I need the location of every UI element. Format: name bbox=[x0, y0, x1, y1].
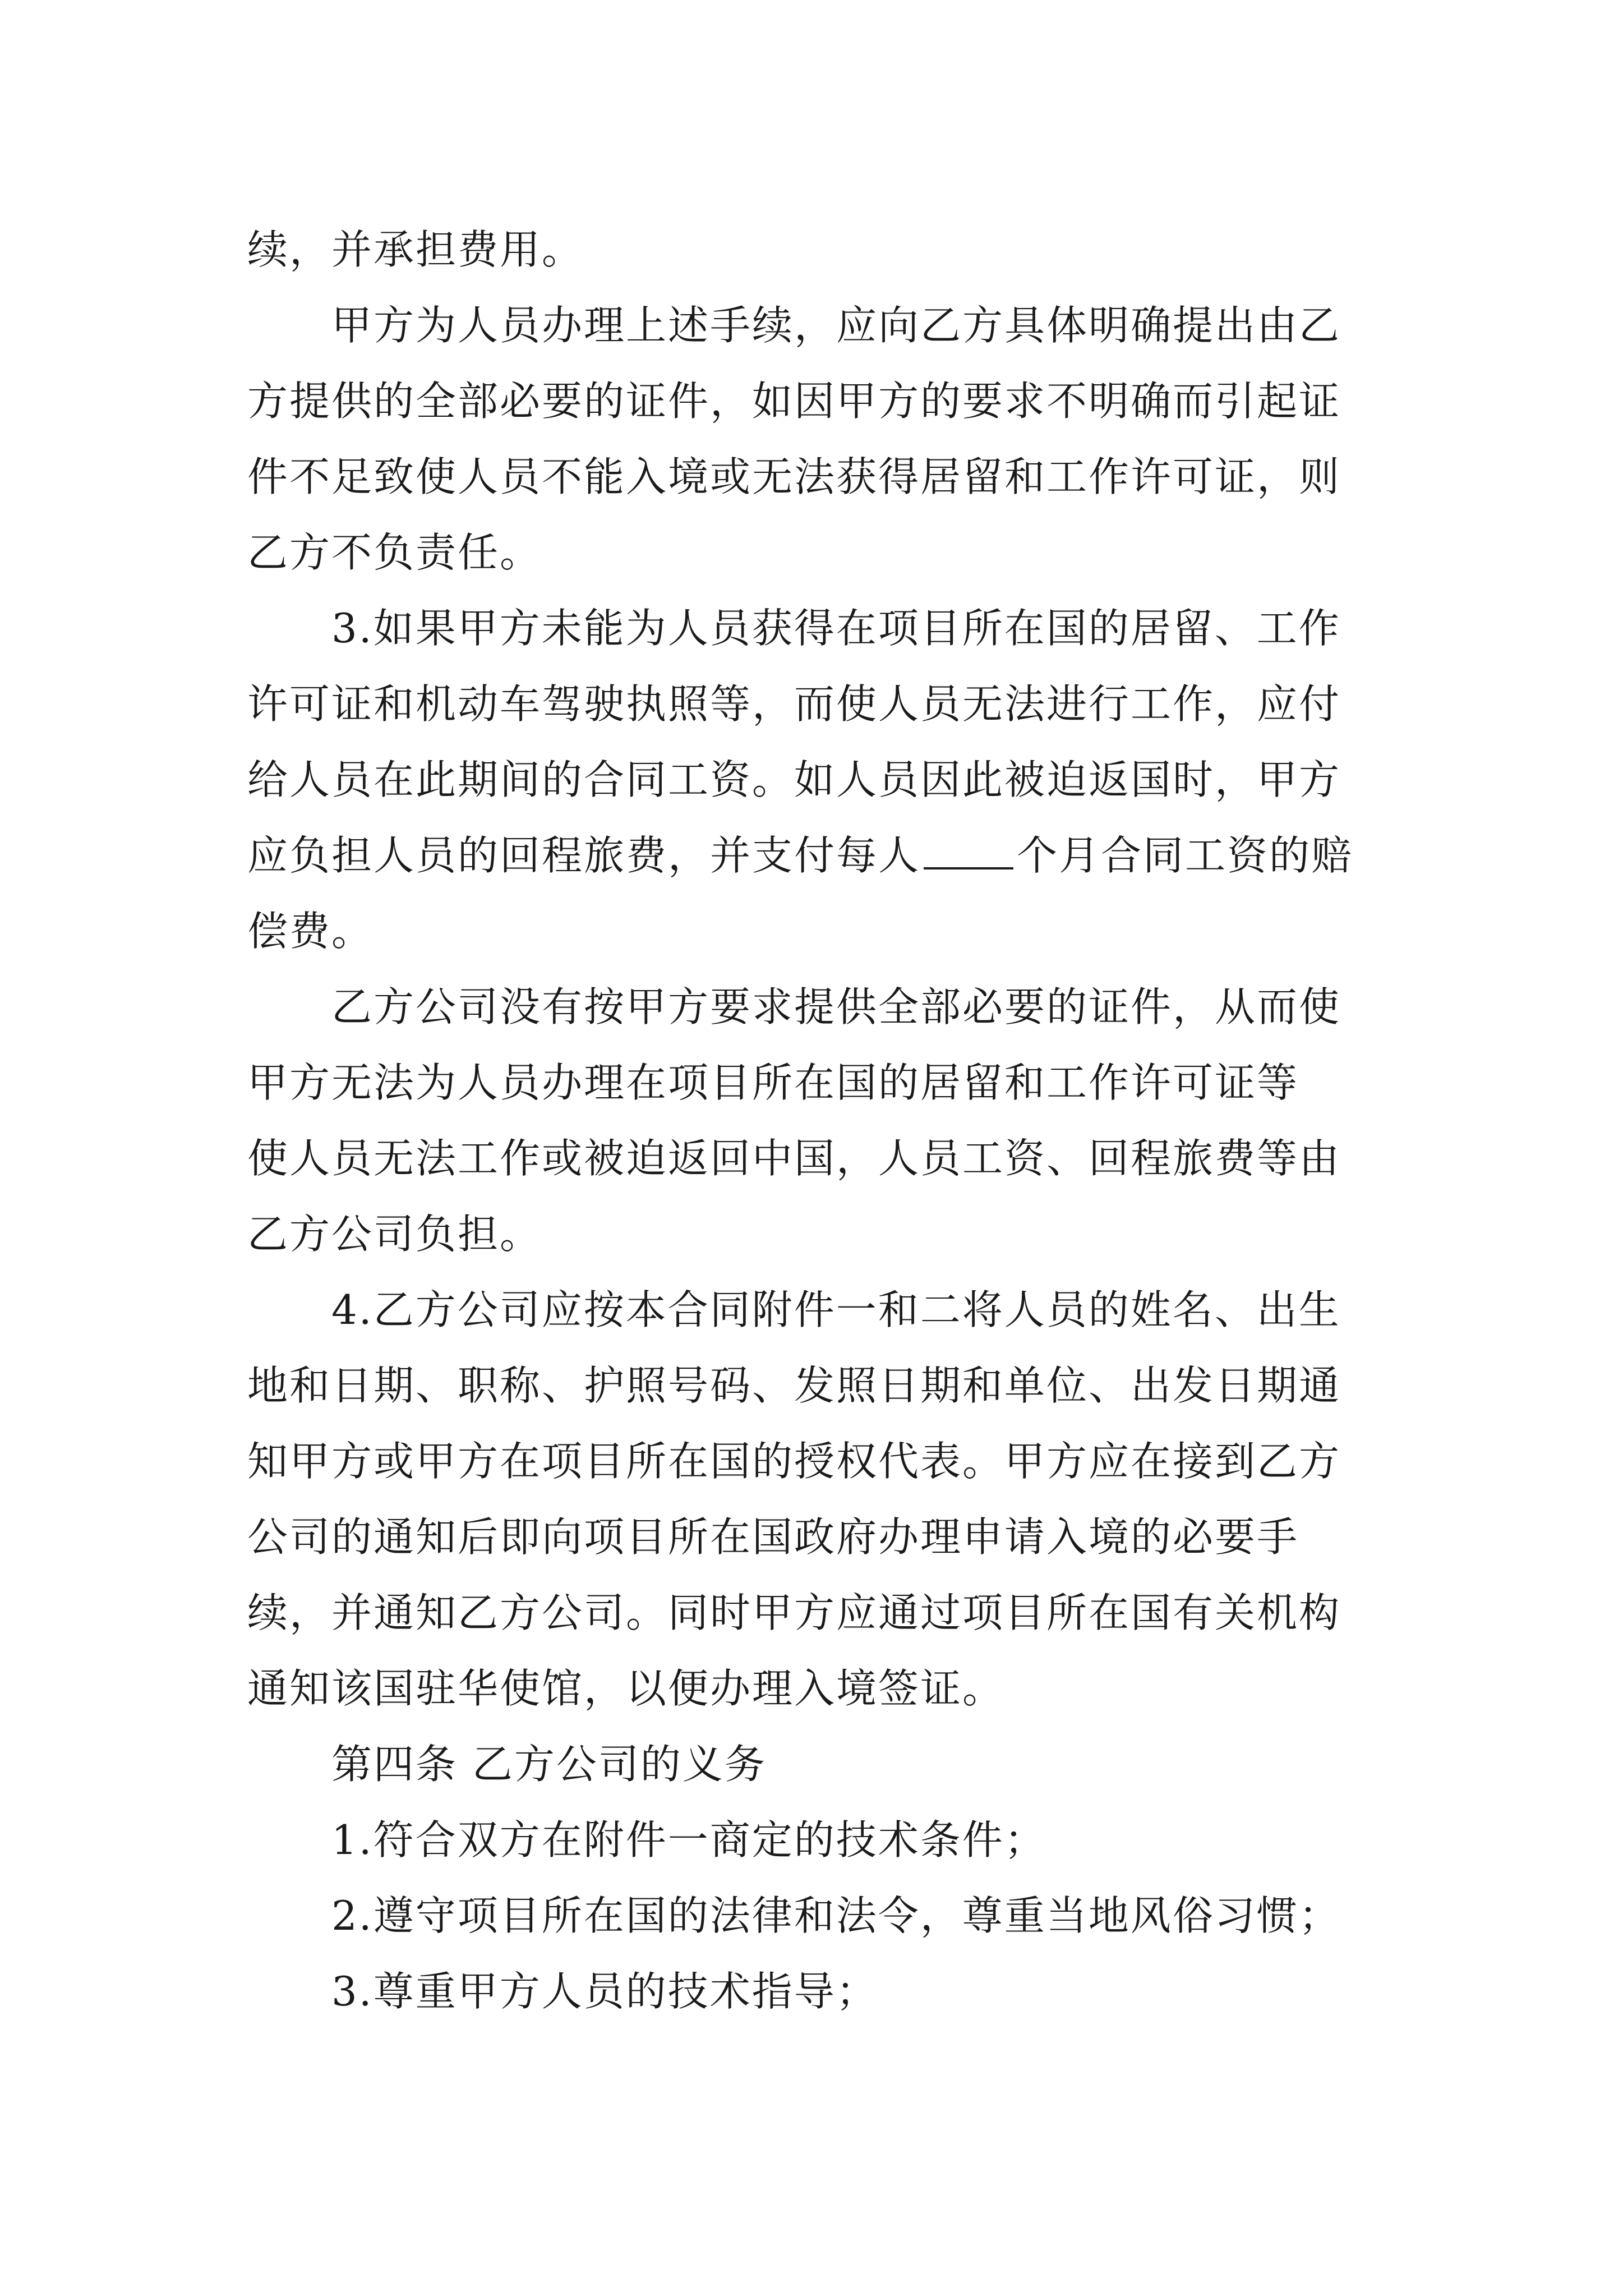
text-line: 甲方为人员办理上述手续，应向乙方具体明确提出由乙 bbox=[331, 302, 1341, 349]
text-line: 甲方无法为人员办理在项目所在国的居留和工作许可证等 bbox=[247, 1059, 1299, 1106]
text-line: 3.如果甲方未能为人员获得在项目所在国的居留、工作 bbox=[331, 605, 1341, 652]
list-item: 2.遵守项目所在国的法律和法令，尊重当地风俗习惯； bbox=[331, 1892, 1341, 1939]
text-line: 乙方不负责任。 bbox=[247, 529, 542, 576]
text-line: 续，并通知乙方公司。同时甲方应通过项目所在国有关机构 bbox=[247, 1589, 1341, 1636]
list-item: 3.尊重甲方人员的技术指导； bbox=[331, 1968, 878, 2015]
list-item: 1.符合双方在附件一商定的技术条件； bbox=[331, 1816, 1046, 1864]
text-line: 许可证和机动车驾驶执照等，而使人员无法进行工作，应付 bbox=[247, 680, 1341, 728]
section-heading: 第四条 乙方公司的义务 bbox=[331, 1741, 767, 1788]
text-line: 知甲方或甲方在项目所在国的授权代表。甲方应在接到乙方 bbox=[247, 1438, 1341, 1485]
text-line: 4.乙方公司应按本合同附件一和二将人员的姓名、出生 bbox=[331, 1286, 1341, 1333]
text-line-with-blank bbox=[247, 818, 1391, 894]
text-line: 续，并承担费用。 bbox=[247, 226, 584, 273]
fill-in-blank bbox=[924, 834, 1013, 869]
text-line: 件不足致使人员不能入境或无法获得居留和工作许可证，则 bbox=[247, 453, 1341, 500]
text-segment: 个月合同工资的赔 bbox=[1017, 832, 1354, 879]
text-line: 乙方公司负担。 bbox=[247, 1211, 542, 1258]
text-line: 地和日期、职称、护照号码、发照日期和单位、出发日期通 bbox=[247, 1362, 1341, 1409]
text-line: 乙方公司没有按甲方要求提供全部必要的证件，从而使 bbox=[331, 983, 1341, 1030]
text-segment: 应负担人员的回程旅费，并支付每人 bbox=[247, 832, 921, 879]
text-line: 通知该国驻华使馆，以便办理入境签证。 bbox=[247, 1665, 1005, 1712]
text-line: 公司的通知后即向项目所在国政府办理申请入境的必要手 bbox=[247, 1513, 1299, 1561]
contract-body-text bbox=[247, 212, 1391, 2030]
text-line: 给人员在此期间的合同工资。如人员因此被迫返国时，甲方 bbox=[247, 756, 1341, 803]
text-line: 偿费。 bbox=[247, 908, 374, 955]
text-line: 使人员无法工作或被迫返回中国，人员工资、回程旅费等由 bbox=[247, 1135, 1341, 1182]
text-line: 方提供的全部必要的证件，如因甲方的要求不明确而引起证 bbox=[247, 378, 1341, 425]
